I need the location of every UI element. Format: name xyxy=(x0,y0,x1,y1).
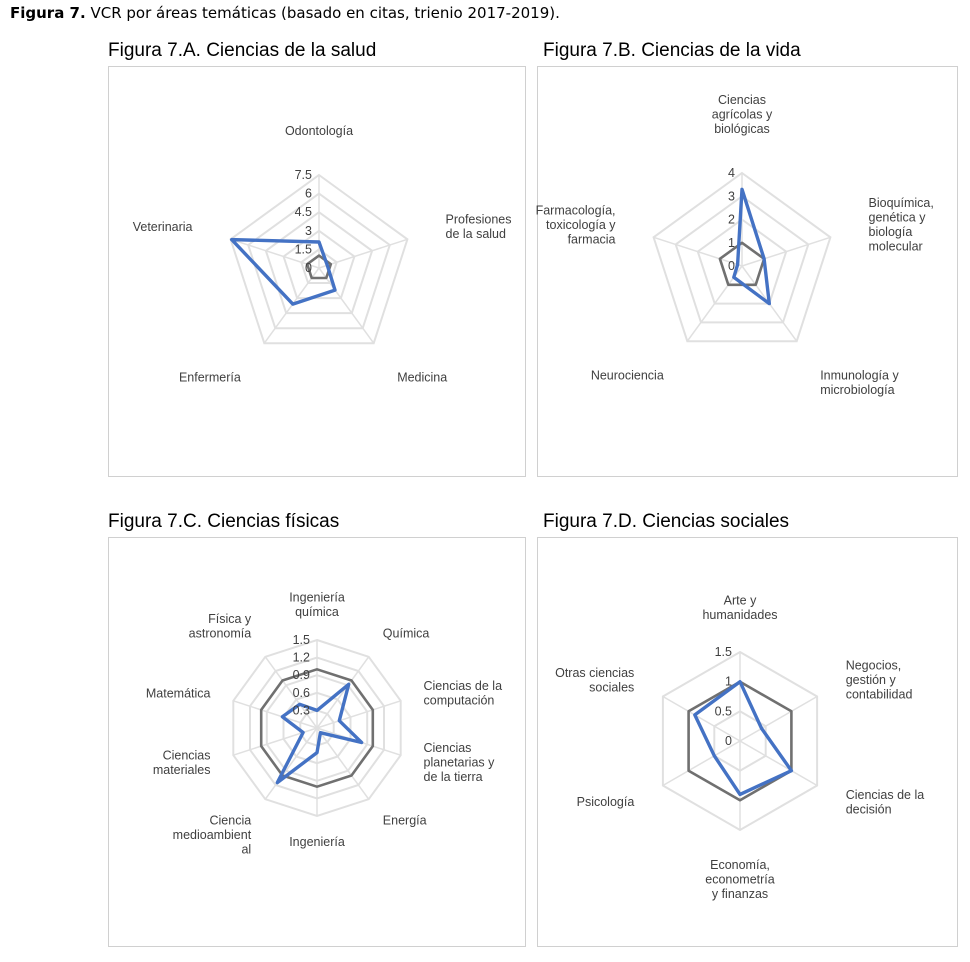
tick-label: 4.5 xyxy=(294,205,312,220)
tick-label: 4 xyxy=(728,166,735,180)
category-label-psicologia: Psicología xyxy=(576,795,635,809)
category-label-ingenieria: Ingeniería xyxy=(289,835,345,849)
tick-label: 0.6 xyxy=(292,685,310,700)
radar-chart-fisicas xyxy=(108,537,526,947)
tick-label: 1.5 xyxy=(714,645,732,659)
category-label-medicina: Medicina xyxy=(397,370,448,385)
radar-chart-salud xyxy=(108,66,526,477)
category-label-economia-econometria-y-finanzas: Economía, econometría y finanzas xyxy=(705,858,775,901)
tick-label: 1 xyxy=(728,235,735,250)
tick-label: 0.3 xyxy=(292,703,310,718)
radar-chart-vida xyxy=(537,66,958,477)
tick-label: 7.5 xyxy=(294,168,312,182)
category-label-veterinaria: Veterinaria xyxy=(132,219,193,234)
category-label-bioquimica-genetica-y-biologia-molecular: Bioquímica, genética y biología molecular xyxy=(868,196,934,254)
category-label-negocios-gestion-y-contabilidad: Negocios, gestión y contabilidad xyxy=(845,658,913,702)
category-label-quimica: Química xyxy=(382,626,430,641)
tick-label: 1.5 xyxy=(294,242,312,257)
category-label-odontologia: Odontología xyxy=(284,124,354,138)
tick-label: 2 xyxy=(728,212,735,227)
category-label-ciencias-materiales: Ciencias materiales xyxy=(152,748,211,777)
tick-label: 3 xyxy=(728,189,735,204)
category-label-ciencias-de-la-computacion: Ciencias de la computación xyxy=(423,679,503,708)
category-label-ciencia-medioambiental: Ciencia medioambient al xyxy=(172,813,252,857)
category-label-arte-y-humanidades: Arte y humanidades xyxy=(702,593,778,622)
tick-label: 0 xyxy=(725,734,732,748)
caption-text: VCR por áreas temáticas (basado en citas, trienio 2017-2019). xyxy=(85,4,560,22)
category-label-enfermeria: Enfermería xyxy=(178,370,241,385)
panel-a-title: Figura 7.A. Ciencias de la salud xyxy=(108,40,377,61)
category-label-ciencias-planetarias-y-de-la-tierra: Ciencias planetarias y de la tierra xyxy=(423,741,495,785)
category-label-ciencias-agricolas-y-biologicas: Ciencias agrícolas y biológicas xyxy=(711,93,773,136)
radar-chart-sociales xyxy=(537,537,958,947)
tick-label: 0 xyxy=(728,259,735,273)
category-label-energia: Energía xyxy=(382,813,427,828)
category-label-neurociencia: Neurociencia xyxy=(590,368,664,383)
panel-d-title: Figura 7.D. Ciencias sociales xyxy=(543,511,790,532)
tick-label: 0 xyxy=(305,261,312,275)
category-label-ingenieria-quimica: Ingeniería química xyxy=(289,590,345,619)
tick-label: 0.9 xyxy=(292,668,310,683)
caption-bold: Figura 7. xyxy=(10,4,86,22)
tick-label: 6 xyxy=(305,186,312,201)
category-label-farmacologia-toxicologia-y-farmacia: Farmacología, toxicología y farmacia xyxy=(535,203,616,247)
tick-label: 3 xyxy=(305,223,312,238)
panel-c-title: Figura 7.C. Ciencias físicas xyxy=(108,511,340,532)
tick-label: 1.2 xyxy=(292,650,310,665)
category-label-inmunologia-y-microbiologia: Inmunología y microbiología xyxy=(820,368,899,398)
tick-label: 1.5 xyxy=(292,633,310,647)
tick-label: 0.5 xyxy=(714,704,732,719)
category-label-profesiones-de-la-salud: Profesiones de la salud xyxy=(445,212,512,242)
category-label-matematica: Matemática xyxy=(145,686,211,701)
category-label-fisica-y-astronomia: Física y astronomía xyxy=(188,611,252,641)
category-label-ciencias-de-la-decision: Ciencias de la decisión xyxy=(845,787,925,817)
category-label-otras-ciencias-sociales: Otras ciencias sociales xyxy=(555,665,635,695)
figure-caption xyxy=(10,4,560,22)
panel-b-title: Figura 7.B. Ciencias de la vida xyxy=(543,40,801,61)
tick-label: 1 xyxy=(725,674,732,689)
